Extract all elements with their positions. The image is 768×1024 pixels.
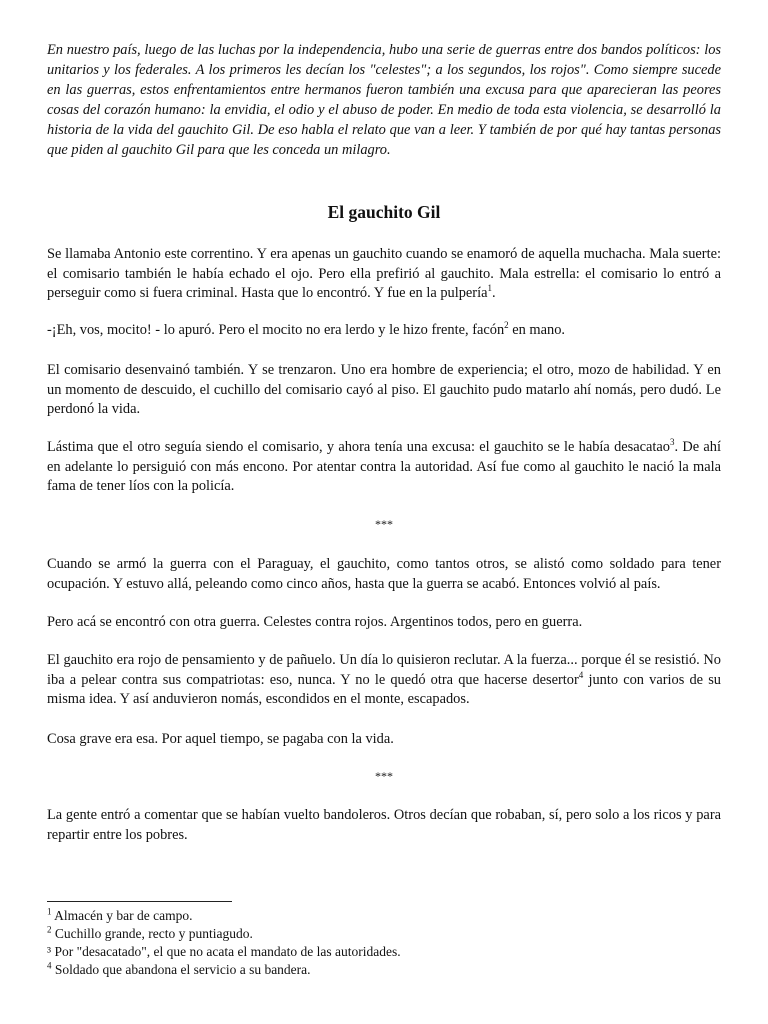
intro-paragraph: En nuestro país, luego de las luchas por la independencia, hubo una serie de guerras entre dos bandos políticos: los unitarios y los federales. A los primeros les decían los "celestes"; a los segundos, los rojos". Como siempre sucede en las guerras, estos enfrentamientos entre hermanos fueron también una excusa para que aparecieran las peores cosas del corazón humano: la envidia, el odio y el abuso de poder. En medio de toda esta violencia, se desarrolló la historia de la vida del gauchito Gil. De eso habla el relato que van a leer. Y también de por qué hay tantas personas que piden al gauchito Gil para que les conceda un milagro. (47, 42, 721, 158)
footnote-ref-4: 4 (578, 669, 584, 680)
footnote-ref-3: 3 (670, 437, 675, 448)
paragraph-4 (47, 438, 721, 497)
footnote-1-number: 1 (47, 906, 52, 917)
paragraph-2 (47, 321, 721, 341)
footnote-divider (47, 901, 232, 902)
story-title: El gauchito Gil (327, 202, 441, 222)
footnote-2-number: 2 (47, 924, 52, 935)
footnote-2-text: Cuchillo grande, recto y puntiagudo. (51, 926, 253, 941)
footnote-3-text: Por "desacatado", el que no acata el mandato de las autoridades. (51, 944, 401, 959)
footnote-3-number: ³ (47, 944, 52, 959)
paragraph-2-text: -¡Eh, vos, mocito! - lo apuró. Pero el mocito no era lerdo y le hizo frente, facón (47, 322, 505, 338)
footnote-4 (47, 961, 721, 979)
paragraph-5: Cuando se armó la guerra con el Paraguay, el gauchito, como tantos otros, se alistó como soldado para tener ocupación. Y estuvo allá, peleando como cinco años, hasta que la guerra se acabó. Entonces volvió al país. (47, 556, 721, 592)
paragraph-1 (47, 245, 721, 304)
footnote-ref-1: 1 (487, 283, 492, 294)
footnote-3 (47, 943, 721, 961)
footnote-4-text: Soldado que abandona el servicio a su bandera. (51, 962, 311, 977)
paragraph-8: Cosa grave era esa. Por aquel tiempo, se pagaba con la vida. (47, 731, 394, 747)
footnote-4-number: 4 (47, 960, 52, 971)
paragraph-4-tail: . De ahí en adelante lo persiguió con más encono. Por atentar contra la autoridad. Así fue como al gauchito le nació la mala fama de tener líos con la policía. (47, 439, 721, 494)
paragraph-6: Pero acá se encontró con otra guerra. Celestes contra rojos. Argentinos todos, pero en guerra. (47, 614, 583, 630)
paragraph-9: La gente entró a comentar que se habían vuelto bandoleros. Otros decían que robaban, sí, pero solo a los ricos y para repartir entre los pobres. (47, 807, 721, 843)
paragraph-1-text: Se llamaba Antonio este correntino. Y era apenas un gauchito cuando se enamoró de aquella muchacha. Mala suerte: el comisario también le había echado el ojo. Pero ella prefirió al gauchito. Mala estrella: el comisario lo entró a perseguir como si fuera criminal. Hasta que lo encontró. Y fue en la pulpería (47, 246, 721, 301)
paragraph-3: El comisario desenvainó también. Y se trenzaron. Uno era hombre de experiencia; el otro, mozo de habilidad. Y en un momento de descuido, el cuchillo del comisario cayó al piso. El gauchito pudo matarlo ahí nomás, pero dudó. Le perdonó la vida. (47, 362, 721, 417)
paragraph-4-text: Lástima que el otro seguía siendo el comisario, y ahora tenía una excusa: el gauchito se le había desacatao (47, 439, 670, 455)
section-separator-1: *** (375, 517, 393, 531)
footnote-1-text: Almacén y bar de campo. (51, 908, 193, 923)
footnote-2 (47, 925, 721, 943)
footnote-1 (47, 907, 721, 925)
footnote-ref-2: 2 (504, 320, 509, 331)
paragraph-1-tail: . (491, 285, 496, 301)
paragraph-2-tail: en mano. (508, 322, 566, 338)
paragraph-7-text: El gauchito era rojo de pensamiento y de pañuelo. Un día lo quisieron reclutar. A la fuerza... porque él se resistió. No iba a pelear contra sus compatriotas: eso, nunca. Y no le quedó otra que hacerse desertor (47, 652, 721, 688)
section-separator-2: *** (375, 769, 393, 783)
paragraph-7-tail: junto con varios de su misma idea. Y así anduvieron nomás, escondidos en el monte, escapados. (47, 671, 721, 707)
paragraph-7 (47, 651, 721, 710)
